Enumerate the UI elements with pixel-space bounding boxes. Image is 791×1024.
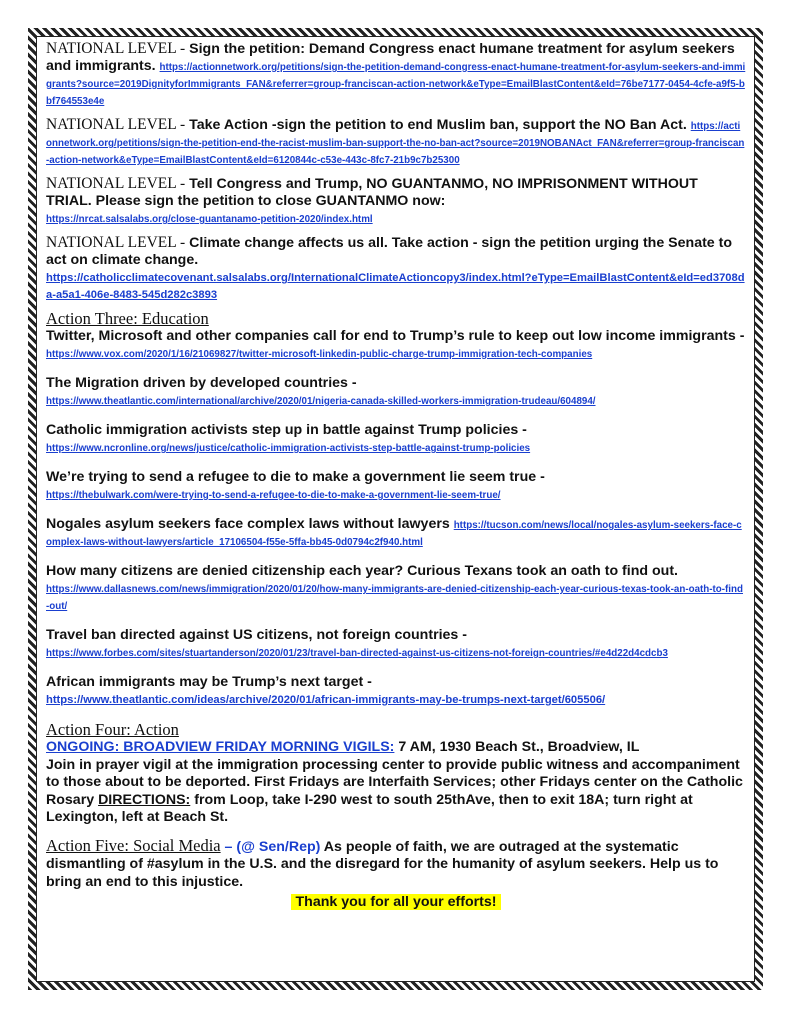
petition-link[interactable]: https://catholicclimatecovenant.salsalabs.org/InternationalClimateActioncopy3/index.html?eType=EmailBlastContent&eId=ed3708da-a5a1-406e-8483-545d282c3893 bbox=[46, 272, 745, 301]
item-text: We’re trying to send a refugee to die to make a government lie seem true - bbox=[46, 469, 545, 485]
page-content bbox=[46, 40, 746, 911]
level-label: NATIONAL LEVEL - bbox=[46, 234, 186, 251]
article-link[interactable]: https://www.dallasnews.com/news/immigration/2020/01/20/how-many-immigrants-are-denied-citizenship-each-year-curious-texas-took-an-oath-to-find-out/ bbox=[46, 584, 743, 612]
article-link[interactable]: https://www.vox.com/2020/1/16/21069827/twitter-microsoft-linkedin-public-charge-trump-immigration-tech-companies bbox=[46, 349, 593, 360]
petition-link[interactable]: https://actionnetwork.org/petitions/sign-the-petition-end-the-racist-muslim-ban-support-the-no-ban-act?source=2019NOBANAct_FAN&referrer=group-franciscan-action-network&eType=EmailBlastContent&eId=6120844c-c53e-443c-8fc7-21b9c7b25300 bbox=[46, 121, 745, 166]
directions-label: DIRECTIONS: bbox=[98, 791, 191, 808]
social-body: As people of faith, we are outraged at the systematic dismantling of #asylum in the U.S. and the disregard for the humanity of asylum seekers. Help us to bring an end to this injustice. bbox=[46, 838, 719, 890]
national-item-1 bbox=[46, 40, 746, 109]
item-text: Take Action -sign the petition to end Muslim ban, support the NO Ban Act. bbox=[189, 117, 687, 133]
national-item-4 bbox=[46, 234, 746, 303]
directions-text: from Loop, take I-290 west to south 25thAve, then to exit 18A; turn right at Lexington, left at Beach St. bbox=[46, 791, 693, 825]
level-label: NATIONAL LEVEL - bbox=[46, 40, 186, 57]
education-item-6 bbox=[46, 563, 746, 614]
thanks-row bbox=[46, 893, 746, 911]
article-link[interactable]: https://www.ncronline.org/news/justice/catholic-immigration-activists-step-battle-against-trump-policies bbox=[46, 443, 531, 454]
article-link[interactable]: https://www.theatlantic.com/ideas/archive/2020/01/african-immigrants-may-be-trumps-next-target/605506/ bbox=[46, 694, 606, 706]
item-text: Climate change affects us all. Take action - sign the petition urging the Senate to act on climate change. bbox=[46, 235, 733, 268]
social-dash: – bbox=[220, 838, 237, 855]
petition-link[interactable]: https://actionnetwork.org/petitions/sign-the-petition-demand-congress-enact-humane-treatment-for-asylum-seekers-and-immigrants?source=2019DignityforImmigrants_FAN&referrer=group-franciscan-action-network&eType=EmailBlastContent&eId=76be7177-0454-4cfe-a9f5-bbf764553e4e bbox=[46, 62, 746, 107]
article-link[interactable]: https://thebulwark.com/were-trying-to-send-a-refugee-to-die-to-make-a-government-lie-seem-true/ bbox=[46, 490, 501, 501]
thanks-banner: Thank you for all your efforts! bbox=[291, 894, 500, 910]
article-link[interactable]: https://www.theatlantic.com/international/archive/2020/01/nigeria-canada-skilled-workers-immigration-trudeau/604894/ bbox=[46, 396, 596, 407]
item-text: Sign the petition: Demand Congress enact humane treatment for asylum seekers and immigrants. bbox=[46, 41, 735, 74]
vigil-body: Join in prayer vigil at the immigration processing center to provide public witness and accompaniment to those about to be deported. First Fridays are Interfaith Services; other Fridays center on the Catholic Rosary bbox=[46, 756, 743, 808]
vigil-block bbox=[46, 739, 746, 827]
education-item-5 bbox=[46, 516, 746, 550]
petition-link[interactable]: https://nrcat.salsalabs.org/close-guantanamo-petition-2020/index.html bbox=[46, 214, 373, 225]
level-label: NATIONAL LEVEL - bbox=[46, 116, 186, 133]
section-heading-action: Action Four: Action bbox=[46, 720, 179, 739]
item-text: Nogales asylum seekers face complex laws without lawyers bbox=[46, 516, 450, 532]
section-heading-social: Action Five: Social Media bbox=[46, 835, 221, 855]
national-item-2 bbox=[46, 116, 746, 168]
social-target: (@ Sen/Rep) bbox=[236, 838, 321, 855]
item-text: Tell Congress and Trump, NO GUANTANMO, NO IMPRISONMENT WITHOUT TRIAL. Please sign the petition to close GUANTANMO now: bbox=[46, 176, 698, 209]
item-text: Catholic immigration activists step up in battle against Trump policies - bbox=[46, 422, 527, 438]
item-text: Twitter, Microsoft and other companies call for end to Trump’s rule to keep out low income immigrants - bbox=[46, 328, 745, 344]
vigil-location: 7 AM, 1930 Beach St., Broadview, IL bbox=[394, 739, 640, 755]
national-item-3 bbox=[46, 175, 746, 227]
education-item-8 bbox=[46, 674, 746, 708]
level-label: NATIONAL LEVEL - bbox=[46, 175, 186, 192]
education-item-4 bbox=[46, 469, 746, 503]
vigil-heading: ONGOING: BROADVIEW FRIDAY MORNING VIGILS: bbox=[46, 739, 395, 755]
item-text: The Migration driven by developed countries - bbox=[46, 375, 357, 391]
education-item-2 bbox=[46, 375, 746, 409]
education-item-7 bbox=[46, 627, 746, 661]
item-text: African immigrants may be Trump’s next target - bbox=[46, 674, 372, 690]
item-text: How many citizens are denied citizenship each year? Curious Texans took an oath to find out. bbox=[46, 563, 678, 579]
article-link[interactable]: https://tucson.com/news/local/nogales-asylum-seekers-face-complex-laws-without-lawyers/article_17106504-f55e-5ffa-bb45-0d0794c2f940.html bbox=[46, 520, 742, 548]
education-item-1 bbox=[46, 328, 746, 362]
social-media-block bbox=[46, 837, 746, 892]
education-item-3 bbox=[46, 422, 746, 456]
item-text: Travel ban directed against US citizens, not foreign countries - bbox=[46, 627, 467, 643]
section-heading-education: Action Three: Education bbox=[46, 309, 209, 328]
article-link[interactable]: https://www.forbes.com/sites/stuartanderson/2020/01/23/travel-ban-directed-against-us-citizens-not-foreign-countries/#e4d22d4cdcb3 bbox=[46, 648, 668, 659]
